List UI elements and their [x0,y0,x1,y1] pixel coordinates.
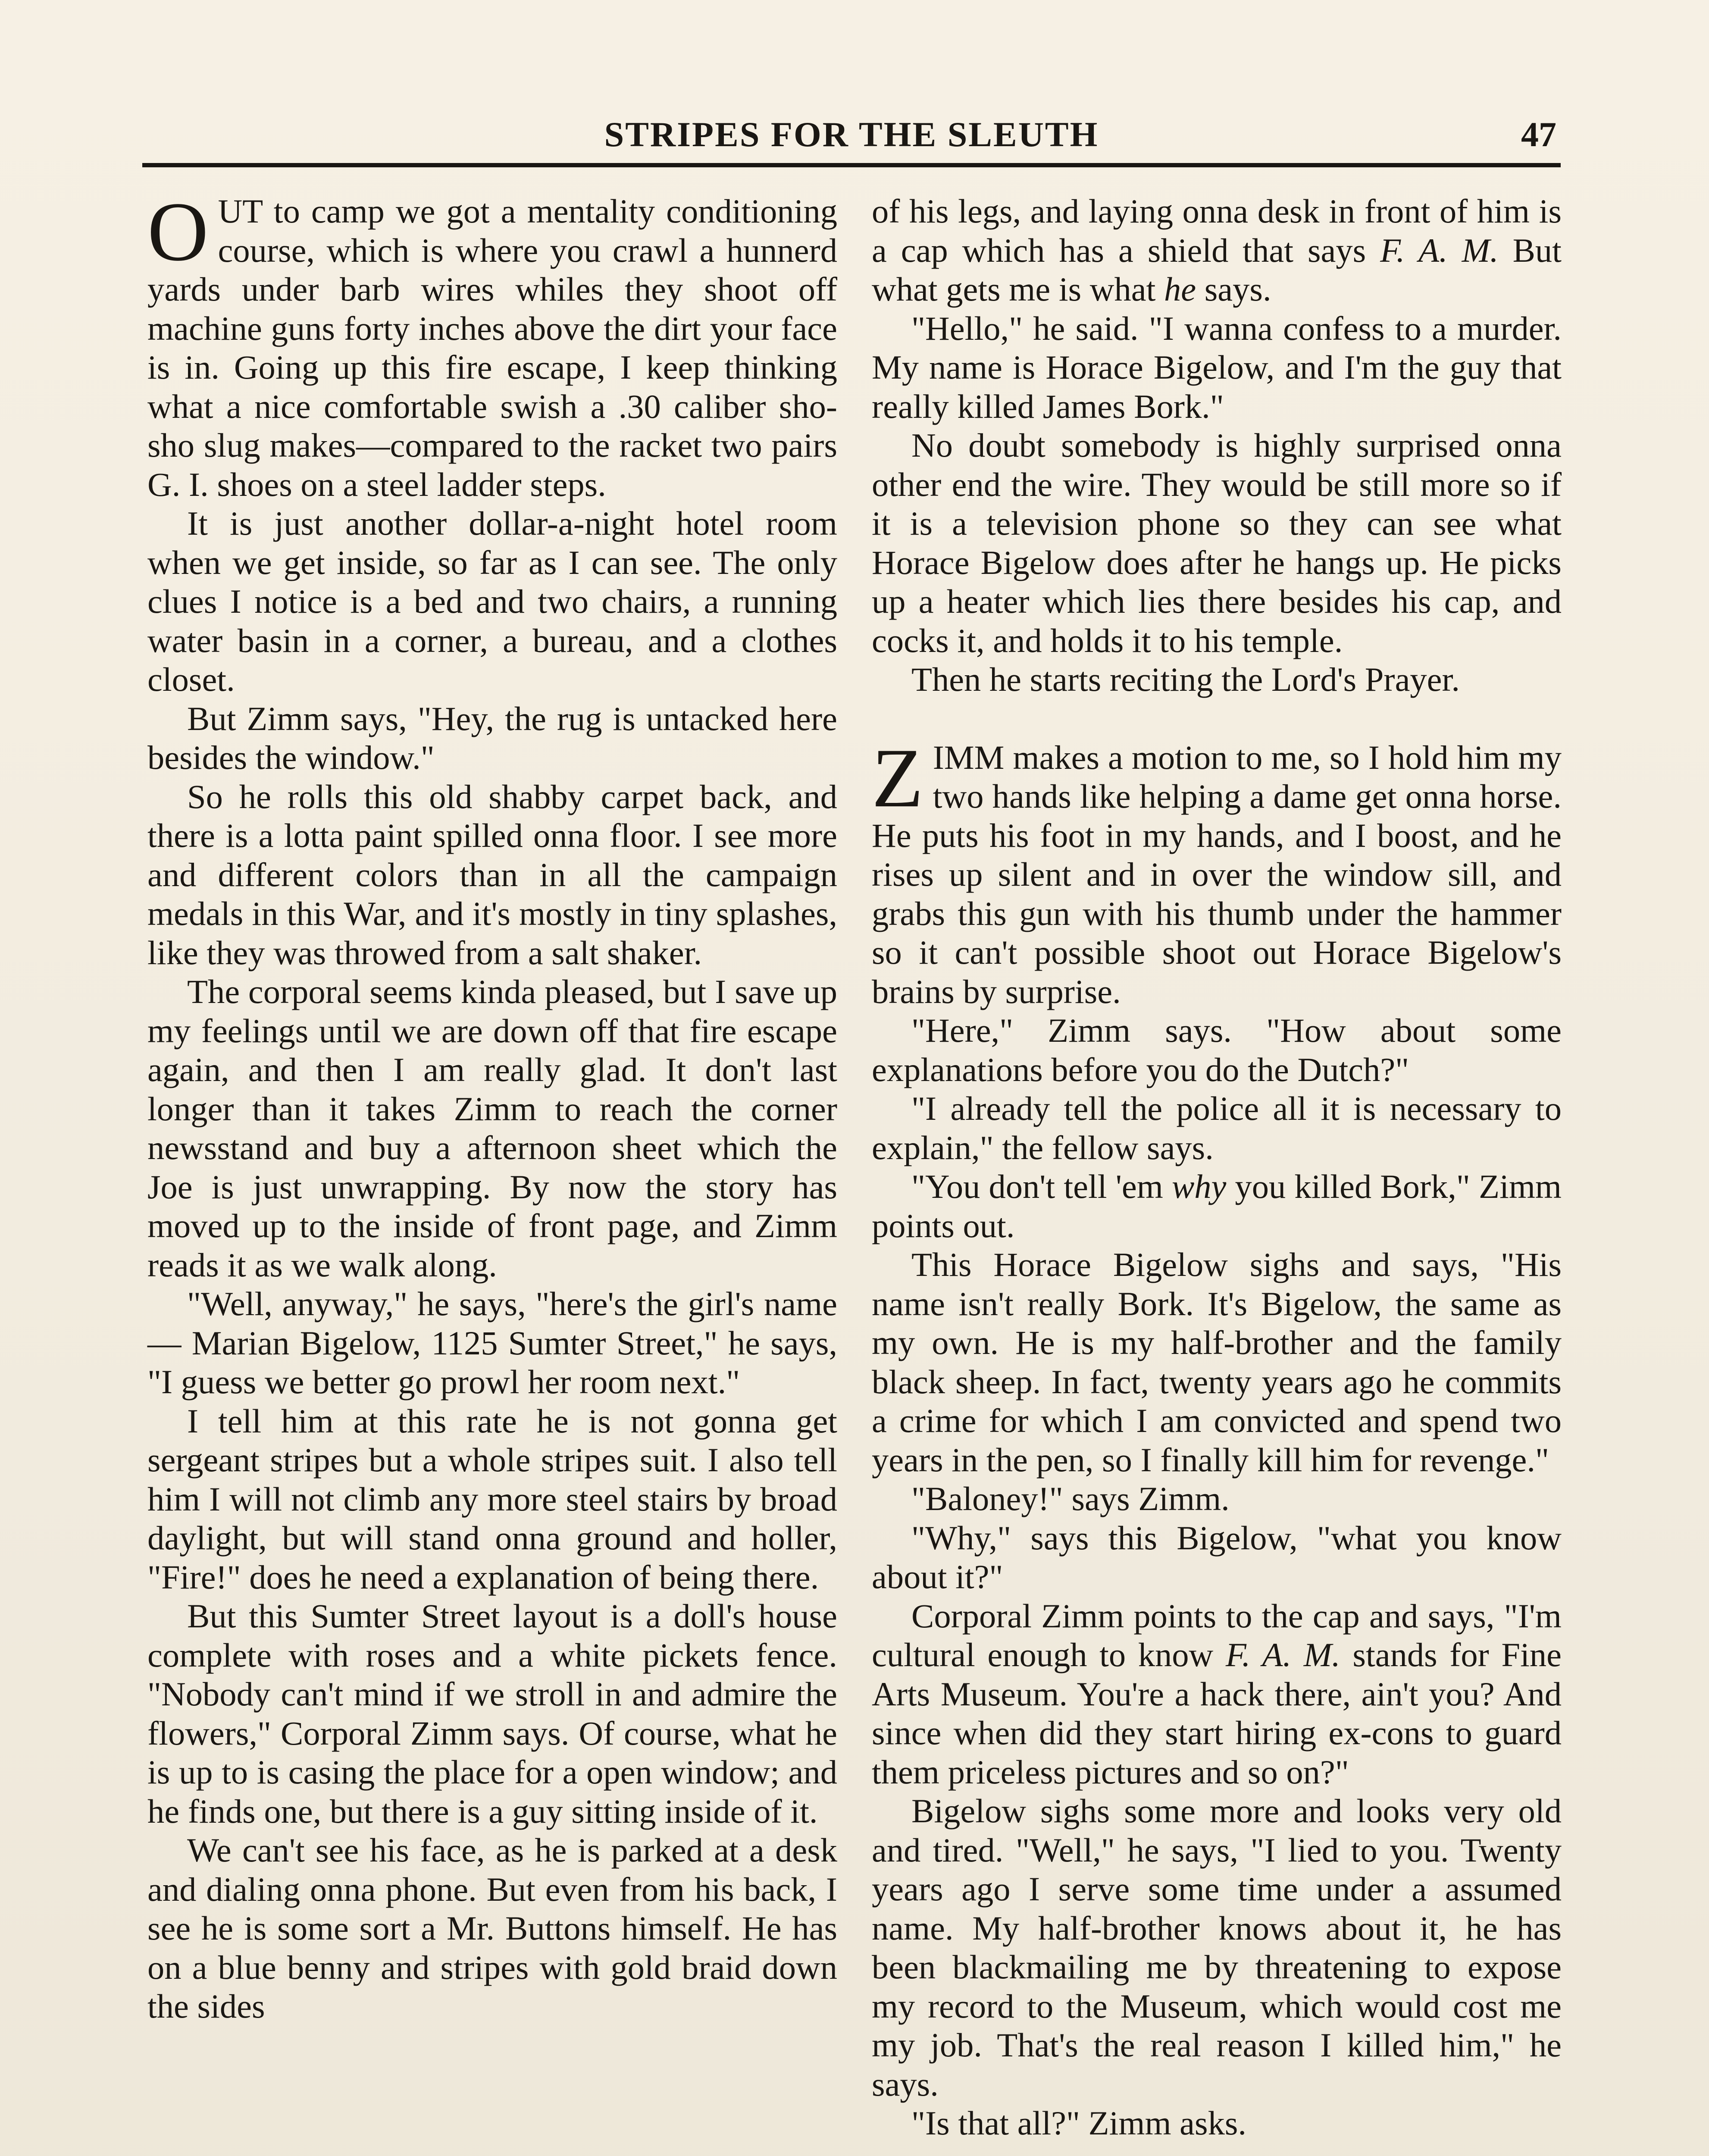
italic-text: F. A. M. [1380,231,1499,269]
paragraph: "Here," Zimm says. "How about some explanations before you do the Dutch?" [872,1012,1562,1088]
paragraph-text: of his legs, and laying onna desk in front of him is a cap which has a shield that says [872,192,1562,269]
italic-text: why [1171,1168,1227,1205]
paragraph: This Horace Bigelow sighs and says, "His name isn't really Bork. It's Bigelow, the same as my own. He is my half-brother and the family black sheep. In fact, twenty years ago he commits a crime for which I am convicted and spend two years in the pen, so I finally kill him for revenge." [872,1246,1562,1479]
italic-text: F. A. M. [1225,1636,1340,1673]
paragraph: I tell him at this rate he is not gonna get sergeant stripes but a whole stripes suit. I also tell him I will not climb any more steel stairs by broad daylight, but will stand onna ground and holler, "Fire!" does he need a explanation of being there. [147,1402,837,1596]
paragraph-text: UT to camp we got a mentality conditioning course, which is where you crawl a hunnerd yards under barb wires whiles they shoot off machine guns forty inches above the dirt your face is in. Going up this fire escape, I keep thinking what a nice comfortable swish a .30 caliber sho-sho slug makes—compared to the racket two pairs G. I. shoes on a steel ladder steps. [147,192,837,503]
paragraph: It is just another dollar-a-night hotel room when we get inside, so far as I can see. The only clues I notice is a bed and two chairs, a running water basin in a corner, a bureau, and a clothes closet. [147,505,837,698]
left-column [147,185,837,2026]
paragraph-text: says. [1196,270,1271,308]
paragraph-text: "You don't tell 'em [911,1168,1172,1205]
paragraph: Then he starts reciting the Lord's Prayer. [911,661,1460,698]
italic-text: he [1164,270,1196,308]
paragraph [147,185,837,504]
paragraph: "Hello," he said. "I wanna confess to a murder. My name is Horace Bigelow, and I'm the guy that really killed James Bork." [872,309,1562,425]
header-rule [142,163,1561,167]
paragraph: We can't see his face, as he is parked at a desk and dialing onna phone. But even from his back, I see he is some sort a Mr. Buttons himself. He has on a blue benny and stripes with gold braid down the sides [147,1831,837,2025]
paragraph-text: you killed Bork," Zimm points out. [872,1168,1562,1244]
paragraph: But this Sumter Street layout is a doll's house complete with roses and a white pickets fence. "Nobody can't mind if we stroll in and admire the flowers," Corporal Zimm says. Of course, what he is up to is casing the place for a open window; and he finds one, but there is a guy sitting inside of it. [147,1597,837,1830]
drop-cap: O [147,185,209,279]
paragraph: "Is that all?" Zimm asks. [911,2104,1246,2142]
paragraph [872,1597,1562,1792]
story-title: STRIPES FOR THE SLEUTH [604,115,1099,154]
paragraph [872,731,1562,1012]
drop-cap: Z [872,731,923,825]
paragraph: "Why," says this Bigelow, "what you know about it?" [872,1519,1562,1595]
paragraph: The corporal seems kinda pleased, but I save up my feelings until we are down off that fire escape again, and then I am really glad. It don't last longer than it takes Zimm to reach the corner newsstand and buy a afternoon sheet which the Joe is just unwrapping. By now the story has moved up to the inside of front page, and Zimm reads it as we walk along. [147,973,837,1284]
paragraph [872,1167,1562,1245]
page-number: 47 [1521,115,1556,154]
paragraph: Bigelow sighs some more and looks very old and tired. "Well," he says, "I lied to you. Twenty years ago I serve some time under a assumed name. My half-brother knows about it, he has been blackmailing me by threatening to expose my record to the Museum, which would cost me my job. That's the real reason I killed him," he says. [872,1792,1562,2103]
right-column [872,192,1562,2143]
paragraph-text: IMM makes a motion to me, so I hold him my two hands like helping a dame get onna horse. He puts his foot in my hands, and I boost, and he rises up silent and in over the window sill, and grabs this gun with his thumb under the hammer so it can't possible shoot out Horace Bigelow's brains by surprise. [872,738,1562,1010]
paragraph-text: stands for Fine Arts Museum. You're a hack there, ain't you? And since when did they start hiring ex-cons to guard them priceless pictures and so on?" [872,1636,1562,1791]
paragraph-text: Corporal Zimm points to the cap and says, "I'm cultural enough to know [872,1597,1562,1673]
paragraph: "I already tell the police all it is necessary to explain," the fellow says. [872,1090,1562,1166]
running-header [142,110,1561,162]
paragraph [872,192,1562,309]
paragraph-text: But what gets me is what [872,231,1562,308]
paragraph: No doubt somebody is highly surprised onna other end the wire. They would be still more so if it is a television phone so they can see what Horace Bigelow does after he hangs up. He picks up a heater which lies there besides his cap, and cocks it, and holds it to his temple. [872,426,1562,659]
paragraph: "Baloney!" says Zimm. [911,1480,1230,1517]
paragraph: "Well, anyway," he says, "here's the girl's name — Marian Bigelow, 1125 Sumter Street," he says, "I guess we better go prowl her room next." [147,1285,837,1401]
paragraph: But Zimm says, "Hey, the rug is untacked here besides the window." [147,699,837,776]
paragraph: So he rolls this old shabby carpet back, and there is a lotta paint spilled onna floor. I see more and different colors than in all the campaign medals in this War, and it's mostly in tiny splashes, like they was throwed from a salt shaker. [147,777,837,971]
